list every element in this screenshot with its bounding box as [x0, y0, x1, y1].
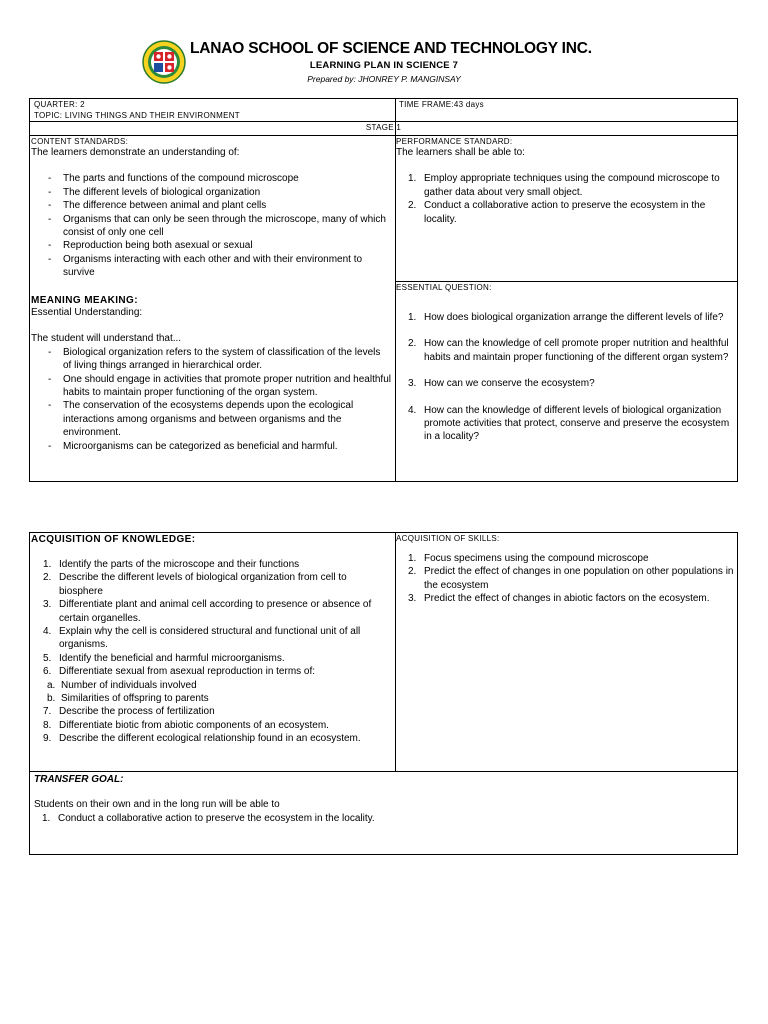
meaning-making-intro: The student will understand that... — [31, 333, 182, 345]
time-frame-label: TIME FRAME:43 days — [399, 100, 484, 109]
list-item: - The difference between animal and plant cells — [31, 199, 391, 212]
essential-question-cell — [396, 283, 734, 444]
performance-standard-intro: The learners shall be able to: — [396, 147, 525, 158]
meaning-making-heading: MEANING MEAKING: — [31, 295, 138, 306]
list-item: 3. Predict the effect of changes in abiotic factors on the ecosystem. — [408, 593, 710, 605]
transfer-goal-list — [30, 812, 734, 825]
list-item: - Microorganisms can be categorized as beneficial and harmful. — [31, 440, 391, 453]
plan-title: LEARNING PLAN IN SCIENCE 7 — [309, 60, 459, 71]
performance-standard-heading: PERFORMANCE STANDARD: — [396, 137, 513, 146]
list-item: 2. Conduct a collaborative action to preserve the ecosystem in the locality. — [408, 200, 706, 225]
list-item: 1. Employ appropriate techniques using the compound microscope to gather data about very small object. — [408, 173, 720, 198]
quarter-label: QUARTER: 2 — [34, 100, 85, 109]
list-item: 7. Describe the process of fertilization — [43, 706, 215, 718]
reproduction-sub-list — [31, 679, 393, 706]
stage-label: STAGE 1 — [365, 123, 402, 132]
list-item: - The conservation of the ecosystems depends upon the ecological interactions among organisms and between organisms and the environment. — [31, 399, 391, 439]
list-item: - Reproduction being both asexual or sexual — [31, 239, 391, 252]
list-item: 9. Describe the different ecological relationship found in an ecosystem. — [43, 733, 361, 745]
list-item: b. Similarities of offspring to parents — [47, 693, 209, 705]
list-item: 1. Identify the parts of the microscope and their functions — [43, 559, 300, 570]
list-item: - Organisms that can only be seen through the microscope, many of which consist of only one cell — [31, 213, 391, 240]
list-item: 8. Differentiate biotic from abiotic components of an ecosystem. — [43, 719, 329, 731]
content-standards-intro: The learners demonstrate an understanding of: — [31, 147, 240, 158]
row-divider — [30, 771, 737, 772]
list-item: 5. Identify the beneficial and harmful microorganisms. — [43, 652, 285, 664]
list-item: - Organisms interacting with each other and with their environment to survive — [31, 253, 391, 280]
stage1-table — [29, 98, 738, 482]
list-item: - The parts and functions of the compound microscope — [31, 172, 391, 185]
essential-understanding-label: Essential Understanding: — [31, 307, 143, 318]
acquisition-skills-cell — [396, 534, 734, 606]
list-item: 1. Conduct a collaborative action to preserve the ecosystem in the locality. — [42, 812, 375, 824]
list-item: - Biological organization refers to the system of classification of the levels of living things arranged in hierarchical order. — [31, 346, 391, 373]
list-item: - One should engage in activities that promote proper nutrition and healthful habits to maintain proper functioning of the organ system. — [31, 373, 391, 400]
acquisition-knowledge-cell — [31, 534, 393, 746]
essential-question-heading: ESSENTIAL QUESTION: — [396, 283, 492, 292]
prepared-by: Prepared by: JHONREY P. MANGINSAY — [307, 74, 461, 84]
list-item: 1. Focus specimens using the compound microscope — [408, 553, 649, 564]
list-item: 2. Predict the effect of changes in one population on other populations in the ecosystem — [408, 566, 734, 591]
list-item: 6. Differentiate sexual from asexual reproduction in terms of: — [43, 666, 316, 678]
list-item: 2. How can the knowledge of cell promote proper nutrition and healthful habits and maintain proper functioning of the different organ system? — [408, 338, 729, 363]
performance-standard-cell — [396, 137, 734, 226]
list-item: 1. How does biological organization arrange the different levels of life? — [408, 312, 724, 323]
list-item: 3. How can we conserve the ecosystem? — [408, 378, 595, 390]
content-standards-list — [31, 172, 391, 279]
topic-label: TOPIC: LIVING THINGS AND THEIR ENVIRONMENT — [34, 111, 240, 120]
list-item: 2. Describe the different levels of biological organization from cell to biosphere — [43, 572, 347, 597]
school-name: LANAO SCHOOL OF SCIENCE AND TECHNOLOGY INC. — [190, 40, 592, 57]
meaning-making-cell — [31, 295, 391, 453]
list-item: - The different levels of biological organization — [31, 186, 391, 199]
list-item: a. Number of individuals involved — [47, 679, 197, 691]
row-divider — [395, 281, 737, 282]
row-divider — [30, 121, 737, 122]
meaning-making-list — [31, 346, 391, 453]
acquisition-skills-heading: ACQUISITION OF SKILLS: — [396, 534, 500, 543]
list-item: 3. Differentiate plant and animal cell according to presence or absence of certain organelles. — [43, 599, 372, 624]
acquisition-knowledge-list — [31, 558, 393, 679]
acquisition-knowledge-list-continued — [31, 705, 393, 745]
stage2-table — [29, 532, 738, 855]
acquisition-knowledge-heading: ACQUISITION OF KNOWLEDGE: — [31, 534, 196, 545]
essential-question-list — [396, 311, 734, 444]
transfer-goal-heading: TRANSFER GOAL: — [34, 774, 124, 785]
acquisition-skills-list — [396, 552, 734, 606]
transfer-goal-intro: Students on their own and in the long run will be able to — [34, 799, 280, 811]
list-item: 4. How can the knowledge of different levels of biological organization promote activities that protect, conserve and preserve the ecosystem in a locality? — [408, 404, 730, 443]
performance-standard-list — [396, 172, 734, 226]
content-standards-cell — [31, 137, 391, 280]
transfer-goal-cell — [34, 773, 734, 825]
content-standards-heading: CONTENT STANDARDS: — [31, 137, 129, 146]
row-divider — [30, 135, 737, 136]
list-item: 4. Explain why the cell is considered structural and functional unit of all organisms. — [43, 626, 361, 651]
document-header — [0, 34, 768, 94]
